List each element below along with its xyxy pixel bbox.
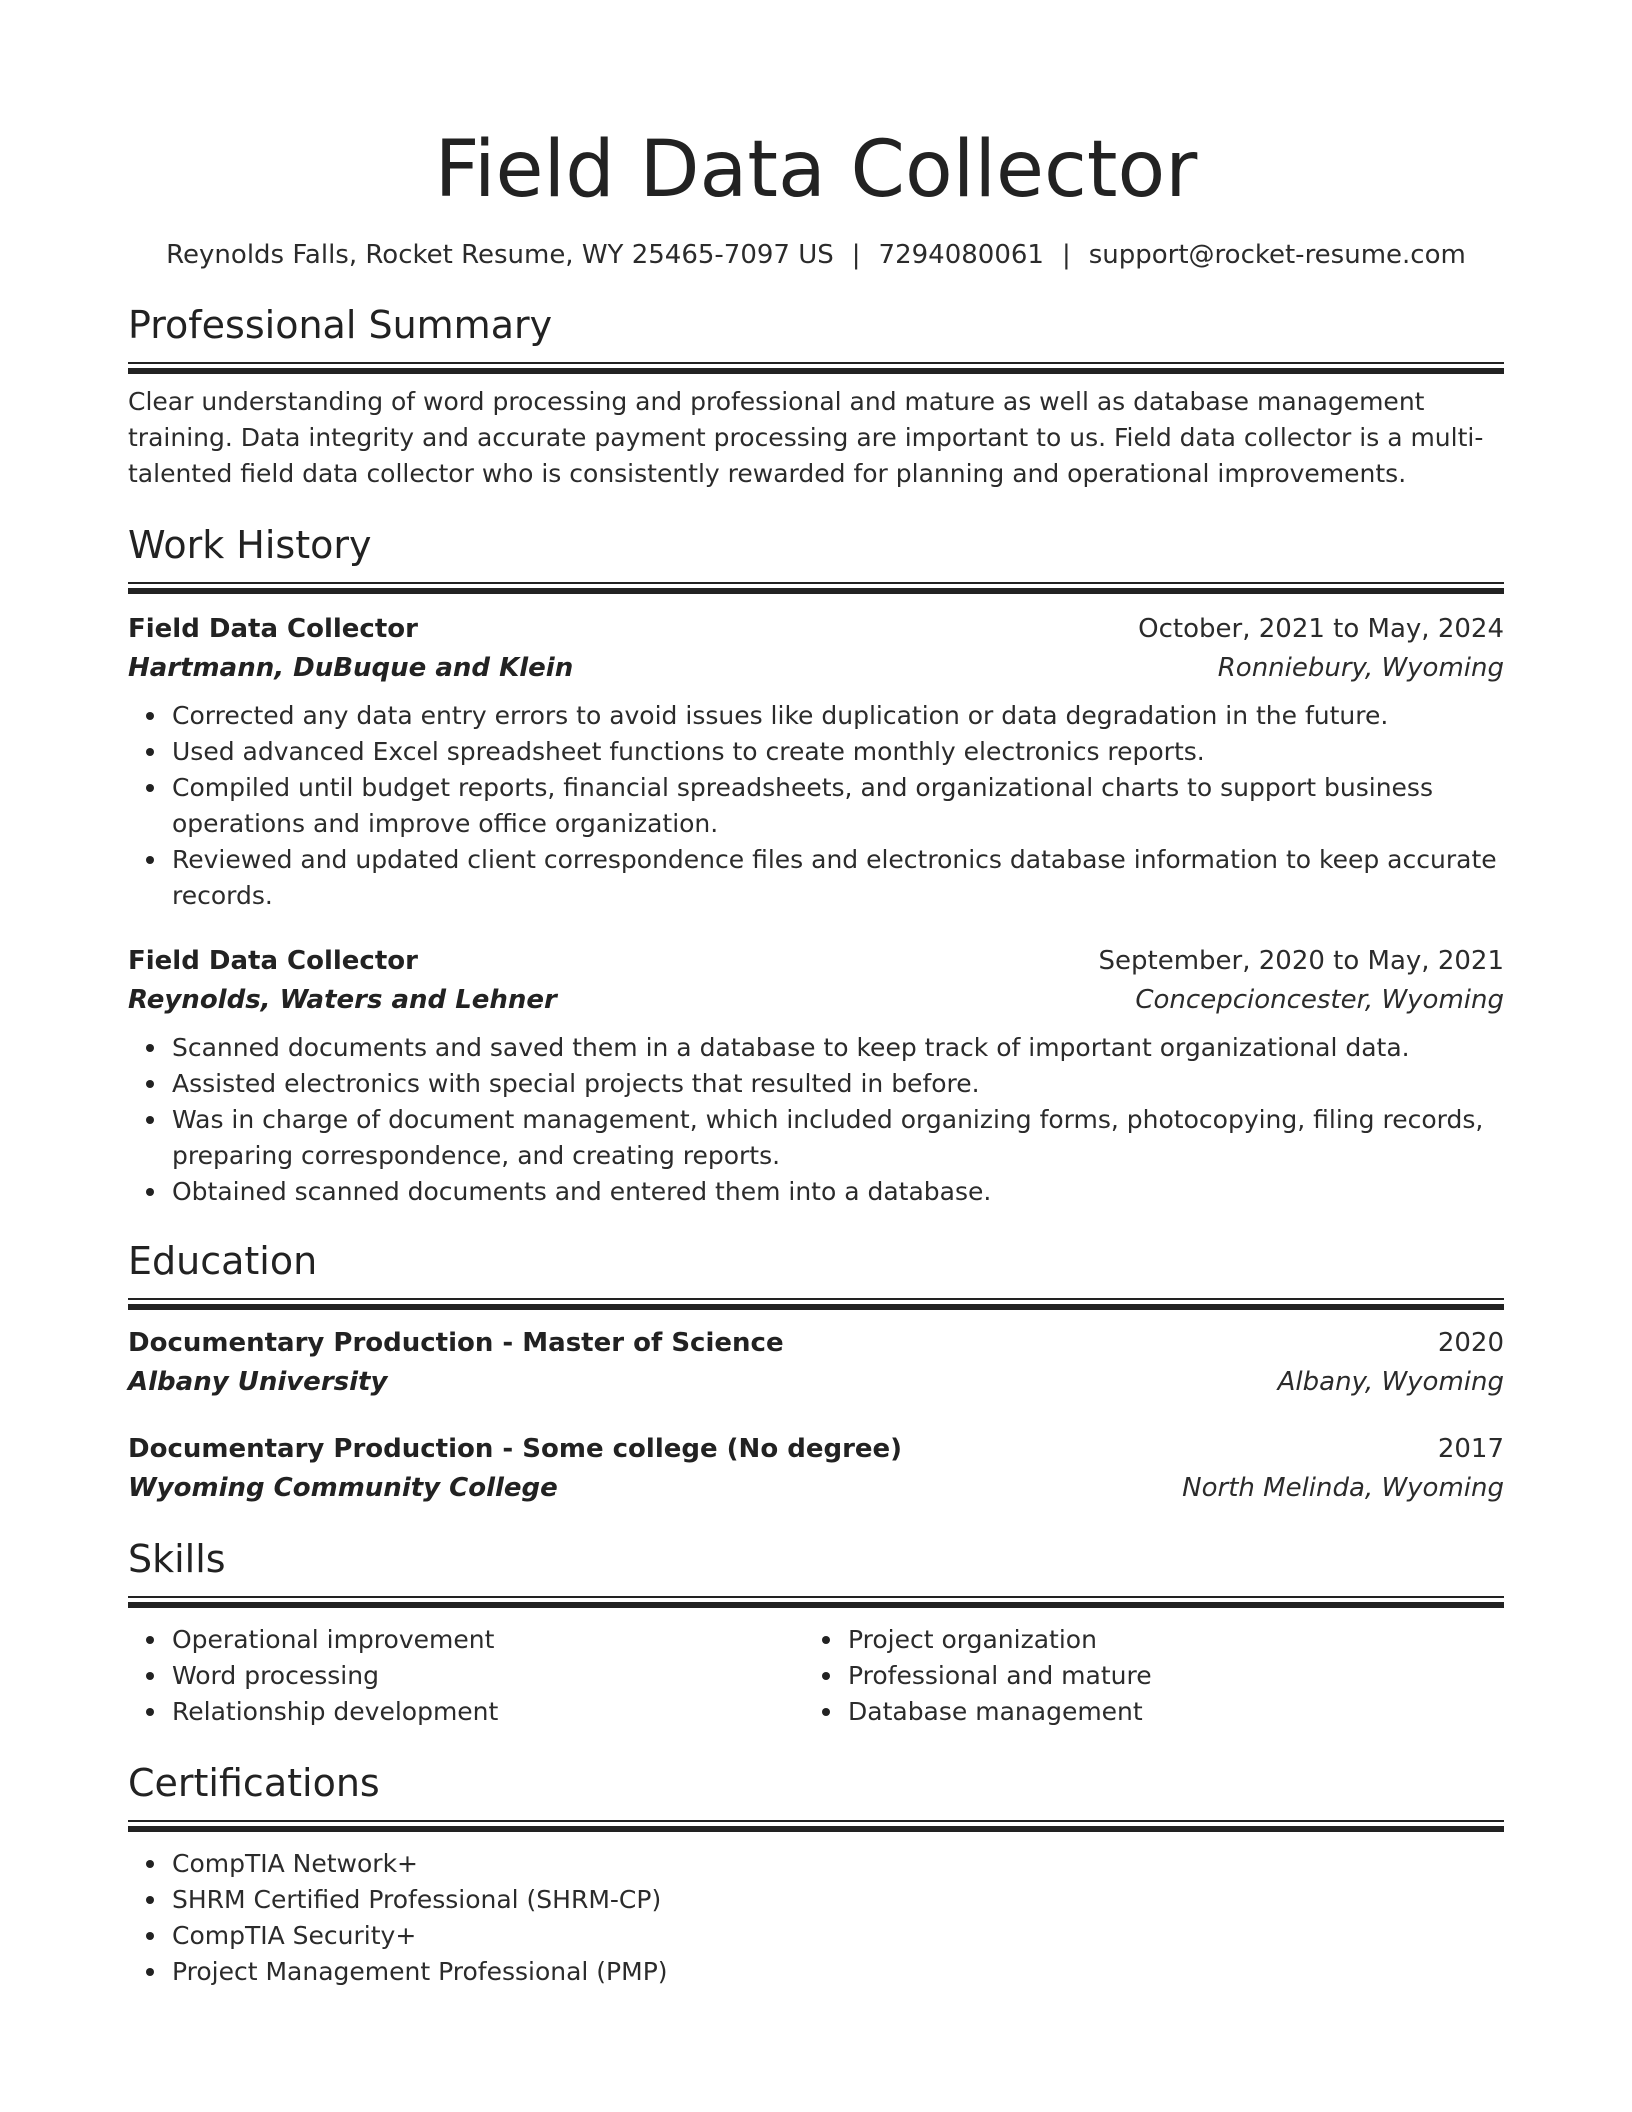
job-entry — [128, 942, 1504, 1210]
summary-section — [128, 302, 1504, 492]
job-header-row — [128, 610, 1504, 648]
education-school-row — [128, 1468, 1504, 1508]
job-employer: Hartmann, DuBuque and Klein — [128, 653, 574, 683]
job-dates: October, 2021 to May, 2024 — [1138, 614, 1504, 644]
certification-item: CompTIA Network+ — [172, 1846, 1504, 1882]
job-location: Concepcioncester, Wyoming — [1135, 985, 1504, 1015]
job-bullet: Used advanced Excel spreadsheet functions to create monthly electronics reports. — [172, 734, 1504, 770]
job-employer-row — [128, 648, 1504, 688]
education-section — [128, 1238, 1504, 1508]
skill-item: Operational improvement — [172, 1622, 804, 1658]
education-location: Albany, Wyoming — [1277, 1367, 1504, 1397]
education-degree: Documentary Production - Master of Science — [128, 1328, 784, 1358]
certification-item: Project Management Professional (PMP) — [172, 1954, 1504, 1990]
job-dates: September, 2020 to May, 2021 — [1098, 946, 1504, 976]
skill-item: Project organization — [848, 1622, 1480, 1658]
skills-section — [128, 1536, 1504, 1730]
skill-item: Database management — [848, 1694, 1480, 1730]
education-year: 2017 — [1437, 1434, 1504, 1464]
skill-item: Professional and mature — [848, 1658, 1480, 1694]
job-bullet: Obtained scanned documents and entered them into a database. — [172, 1174, 1504, 1210]
contact-email[interactable]: support@rocket-resume.com — [1088, 240, 1466, 270]
contact-phone: 7294080061 — [878, 240, 1044, 270]
education-header-row — [128, 1430, 1504, 1468]
job-title: Field Data Collector — [128, 946, 418, 976]
job-location: Ronniebury, Wyoming — [1217, 653, 1504, 683]
job-entry — [128, 610, 1504, 914]
job-bullet: Compiled until budget reports, financial spreadsheets, and organizational charts to support business operations and improve office organization. — [172, 770, 1504, 842]
education-location: North Melinda, Wyoming — [1182, 1473, 1504, 1503]
job-employer-row — [128, 980, 1504, 1020]
section-title-summary: Professional Summary — [128, 303, 553, 347]
contact-separator: | — [851, 240, 861, 270]
job-bullet: Scanned documents and saved them in a database to keep track of important organizational data. — [172, 1030, 1504, 1066]
section-divider — [128, 1298, 1504, 1310]
job-employer: Reynolds, Waters and Lehner — [128, 985, 557, 1015]
summary-text: Clear understanding of word processing and professional and mature as well as database management training. Data integrity and accurate payment processing are important to us. Field data collector is a multi-talented field data collector who is consistently rewarded for planning and operational improvements. — [128, 387, 1484, 488]
section-divider — [128, 1820, 1504, 1832]
work-history-section — [128, 522, 1504, 1210]
education-school: Wyoming Community College — [128, 1473, 558, 1503]
section-title-work-history: Work History — [128, 523, 372, 567]
contact-line — [128, 238, 1504, 272]
education-year: 2020 — [1437, 1328, 1504, 1358]
resume-page — [128, 0, 1504, 1990]
section-title-certifications: Certifications — [128, 1761, 380, 1805]
certifications-list — [128, 1846, 1504, 1990]
certification-item: CompTIA Security+ — [172, 1918, 1504, 1954]
section-divider — [128, 1596, 1504, 1608]
skill-item: Relationship development — [172, 1694, 804, 1730]
skills-list-right — [804, 1622, 1480, 1730]
skill-item: Word processing — [172, 1658, 804, 1694]
education-entry — [128, 1430, 1504, 1508]
education-header-row — [128, 1324, 1504, 1362]
certification-item: SHRM Certified Professional (SHRM-CP) — [172, 1882, 1504, 1918]
section-divider — [128, 582, 1504, 594]
education-degree: Documentary Production - Some college (No degree) — [128, 1434, 903, 1464]
certifications-section — [128, 1760, 1504, 1990]
job-title: Field Data Collector — [128, 614, 418, 644]
section-title-skills: Skills — [128, 1537, 226, 1581]
job-bullet: Was in charge of document management, which included organizing forms, photocopying, filing records, preparing correspondence, and creating reports. — [172, 1102, 1504, 1174]
education-school: Albany University — [128, 1367, 388, 1397]
education-entry — [128, 1324, 1504, 1402]
skills-grid — [128, 1608, 1504, 1730]
education-school-row — [128, 1362, 1504, 1402]
job-header-row — [128, 942, 1504, 980]
job-bullets — [128, 698, 1504, 914]
job-bullet: Assisted electronics with special projects that resulted in before. — [172, 1066, 1504, 1102]
candidate-name: Field Data Collector — [434, 125, 1198, 215]
job-bullet: Corrected any data entry errors to avoid issues like duplication or data degradation in the future. — [172, 698, 1504, 734]
contact-separator: | — [1061, 240, 1071, 270]
skills-list-left — [128, 1622, 804, 1730]
job-bullet: Reviewed and updated client correspondence files and electronics database information to keep accurate records. — [172, 842, 1504, 914]
job-bullets — [128, 1030, 1504, 1210]
section-divider — [128, 362, 1504, 374]
section-title-education: Education — [128, 1239, 318, 1283]
contact-address: Reynolds Falls, Rocket Resume, WY 25465-7097 US — [166, 240, 834, 270]
